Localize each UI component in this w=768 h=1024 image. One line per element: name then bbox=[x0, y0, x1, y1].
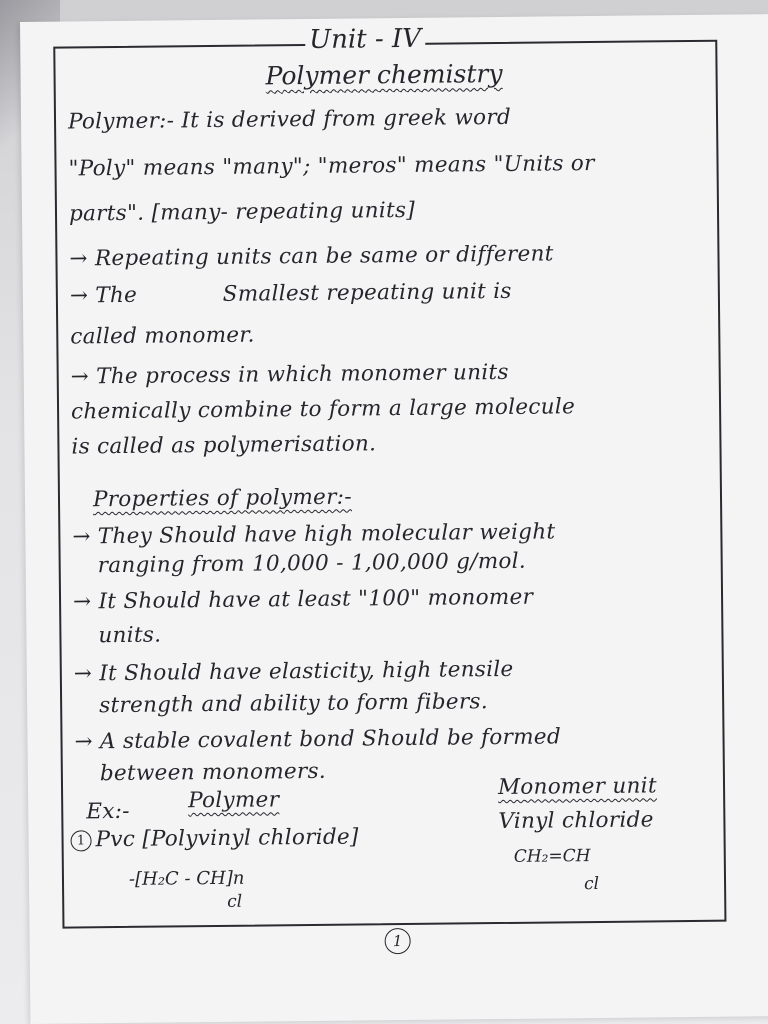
property-line-8: between monomers. bbox=[99, 758, 327, 787]
definition-line-9: is called as polymerisation. bbox=[71, 431, 377, 460]
definition-line-1: Polymer:- It is derived from greek word bbox=[67, 104, 512, 135]
example-label: Ex:- bbox=[86, 798, 130, 825]
monomer-formula: CH₂=CH bbox=[513, 846, 591, 867]
polymer-name: Pvc [Polyvinyl chloride] bbox=[95, 824, 359, 853]
notebook-page bbox=[20, 14, 768, 1024]
property-line-7: → A stable covalent bond Should be formed bbox=[74, 724, 562, 755]
polymer-heading: Polymer bbox=[188, 787, 280, 814]
definition-line-3: parts". [many- repeating units] bbox=[68, 197, 416, 227]
definition-line-2: "Poly" means "many"; "meros" means "Units or bbox=[68, 150, 595, 182]
property-line-2: ranging from 10,000 - 1,00,000 g/mol. bbox=[97, 548, 527, 579]
property-line-4: units. bbox=[98, 622, 162, 649]
monomer-substituent: cl bbox=[583, 873, 600, 895]
monomer-name: Vinyl chloride bbox=[498, 807, 654, 835]
example-1-line bbox=[70, 824, 358, 852]
polymer-substituent: cl bbox=[227, 891, 243, 912]
page-number: 1 bbox=[385, 928, 411, 954]
unit-title: Unit - IV bbox=[305, 24, 425, 55]
definition-line-6: called monomer. bbox=[70, 322, 255, 350]
monomer-heading: Monomer unit bbox=[497, 773, 657, 801]
polymer-formula: -[H₂C - CH]n bbox=[128, 867, 245, 890]
definition-line-8: chemically combine to form a large molecule bbox=[70, 394, 576, 425]
property-line-5: → It Should have elasticity, high tensile bbox=[73, 656, 514, 687]
definition-line-4: → Repeating units can be same or different bbox=[69, 241, 554, 272]
properties-heading: Properties of polymer:- bbox=[92, 484, 352, 513]
example-number: 1 bbox=[70, 830, 91, 851]
property-line-3: → It Should have at least "100" monomer bbox=[72, 584, 534, 615]
page-title: Polymer chemistry bbox=[265, 58, 503, 91]
definition-line-7: → The process in which monomer units bbox=[70, 359, 509, 390]
definition-line-5: → The Smallest repeating unit is bbox=[69, 278, 512, 309]
property-line-6: strength and ability to form fibers. bbox=[99, 689, 489, 719]
property-line-1: → They Should have high molecular weight bbox=[72, 519, 556, 550]
